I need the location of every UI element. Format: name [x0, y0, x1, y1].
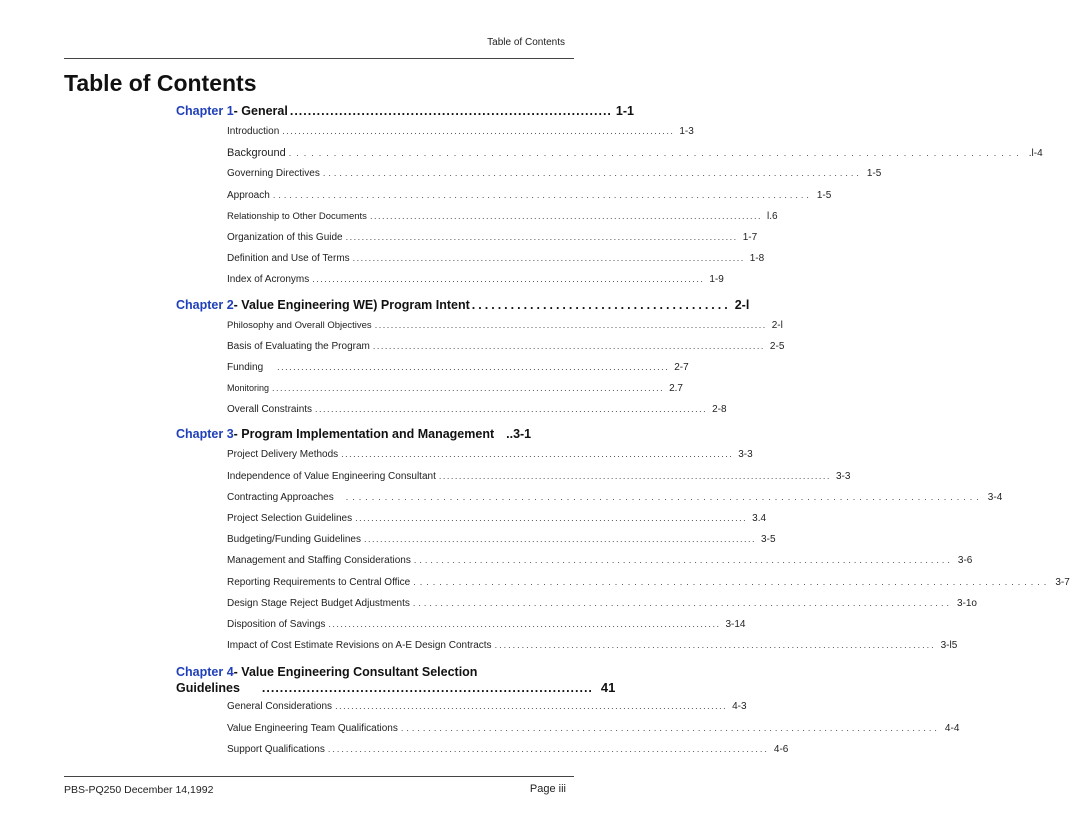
entry-title: Budgeting/Funding Guidelines [227, 534, 361, 546]
document-id: PBS-PQ250 December 14,1992 [64, 784, 214, 796]
entry-title: Impact of Cost Estimate Revisions on A-E Design Contracts [227, 640, 492, 652]
entry-page: 2.7 [669, 383, 683, 395]
entry-page: .l-4 [1028, 148, 1043, 160]
entry-page: 1-5 [866, 168, 882, 180]
entry-title: Monitoring [227, 383, 270, 394]
dot-leader: .................................................................................................. [345, 491, 983, 502]
toc-entry[interactable] [227, 534, 776, 555]
chapter-number: Chapter 2 [176, 297, 234, 312]
dot-leader: .................................................................................................. [355, 513, 748, 523]
entry-page: 3-1o [956, 597, 977, 609]
toc-entry[interactable] [227, 404, 727, 425]
page-number: Page iii [529, 783, 566, 795]
dot-leader: .................................................................................................. [322, 168, 862, 179]
entry-page: 4-3 [732, 701, 747, 713]
toc-entry[interactable] [227, 449, 753, 470]
dot-leader: .................................................................................................. [400, 722, 940, 733]
entry-title: Definition and Use of Terms [227, 253, 350, 265]
toc-entry[interactable] [227, 126, 694, 147]
toc-entry[interactable] [227, 361, 689, 383]
toc-entry[interactable] [227, 743, 789, 765]
toc-entry[interactable] [227, 555, 973, 576]
entry-title: Project Delivery Methods [227, 449, 339, 461]
chapter-4-line-2 [176, 680, 616, 697]
chapter-title: - General [233, 104, 288, 118]
entry-page: 3-l5 [940, 640, 958, 652]
chapter-title: - Value Engineering WE) Program Intent [233, 297, 470, 312]
entry-page: 2-8 [712, 404, 727, 416]
dot-leader: .................................................................................................. [413, 576, 1051, 587]
entry-page: 2-5 [769, 340, 785, 352]
header-rule [64, 58, 574, 59]
running-header: Table of Contents [487, 37, 565, 48]
toc-entry[interactable] [227, 576, 1070, 598]
dot-leader: .................................................................................................. [345, 231, 738, 242]
entry-title: Organization of this Guide [227, 231, 343, 243]
entry-title: Background [227, 147, 286, 160]
chapter-title: - Program Implementation and Management [233, 427, 495, 442]
entry-page: 3-3 [738, 449, 753, 461]
entry-title: General Considerations [227, 701, 333, 713]
entry-page: 1-7 [742, 231, 758, 243]
toc-entry[interactable] [227, 513, 767, 534]
chapter-page: 41 [600, 680, 616, 696]
entry-page: 4-4 [944, 722, 960, 734]
dot-leader: .................................................................................................. [341, 449, 734, 460]
chapter-page: 2-l [734, 297, 750, 312]
dot-leader: .................................................................................................. [315, 404, 708, 415]
dot-leader: .................................................................................................. [282, 126, 675, 136]
entry-title: Governing Directives [227, 168, 320, 180]
entry-title: Independence of Value Engineering Consultant [227, 470, 436, 482]
entry-page: 3-6 [957, 555, 973, 567]
toc-entry[interactable] [227, 340, 785, 362]
entry-title: Reporting Requirements to Central Office [227, 576, 411, 588]
dot-leader: .................................................................................................. [277, 361, 670, 372]
footer-rule [64, 776, 574, 777]
chapter-1-heading[interactable] [176, 104, 634, 126]
entry-title: Index of Acronyms [227, 274, 310, 286]
dot-leader: .................................................................................................. [369, 210, 762, 221]
dot-leader: ........................................................................ [289, 104, 612, 118]
entry-title: Basis of Evaluating the Program [227, 340, 370, 352]
chapter-title-continued: Guidelines [176, 681, 240, 696]
entry-title: Overall Constraints [227, 404, 313, 416]
dot-leader: .................................................................................................. [327, 743, 769, 754]
dot-leader: .................................................................................................. [438, 470, 831, 481]
toc-entry[interactable] [227, 701, 747, 722]
toc-entry[interactable] [227, 597, 977, 619]
entry-page: 3-7 [1055, 576, 1070, 588]
entry-title: Disposition of Savings [227, 618, 326, 630]
toc-entry[interactable] [227, 253, 765, 274]
entry-page: 3.4 [752, 513, 767, 524]
dot-leader: .................................................................................................. [494, 640, 936, 651]
toc-entry[interactable] [227, 722, 960, 744]
entry-page: 2-7 [674, 361, 689, 373]
entry-page: 1-5 [816, 189, 832, 201]
chapter-3-heading[interactable] [176, 427, 568, 449]
entry-title: Design Stage Reject Budget Adjustments [227, 597, 410, 609]
toc-entry[interactable] [227, 189, 832, 211]
toc-entry[interactable] [227, 210, 778, 232]
entry-title: Contracting Approaches [227, 491, 334, 503]
table-of-contents [176, 104, 1070, 765]
dot-leader: .................................................................................................. [272, 383, 665, 394]
entry-page: 3-14 [725, 618, 746, 630]
toc-entry[interactable] [227, 147, 1043, 168]
entry-title: Support Qualifications [227, 743, 325, 755]
dot-leader: .................................................................................................. [412, 597, 952, 608]
page-title: Table of Contents [64, 70, 257, 96]
dot-leader: .......................................................................... [261, 681, 593, 696]
toc-entry[interactable] [227, 319, 783, 341]
entry-title: Relationship to Other Documents [227, 210, 367, 222]
dot-leader: .................................................................................................. [312, 274, 705, 285]
dot-leader: .................................................................................................. [363, 534, 757, 545]
entry-page: 1-9 [709, 274, 724, 286]
chapter-4-heading[interactable] [176, 665, 616, 697]
chapter-page: ..3-1 [506, 427, 532, 442]
entry-page: 3-3 [835, 470, 851, 482]
entry-page: 3-4 [987, 491, 1003, 503]
toc-entry[interactable] [227, 168, 882, 189]
entry-title: Approach [227, 189, 270, 201]
chapter-title: - Value Engineering Consultant Selection [233, 665, 478, 680]
entry-page: 1-8 [749, 253, 765, 265]
chapter-number: Chapter 3 [176, 427, 234, 442]
entry-page: 4-6 [773, 743, 789, 755]
dot-leader: .................................................................................................. [272, 189, 812, 200]
entry-title: Philosophy and Overall Objectives [227, 319, 372, 331]
entry-title: Funding [227, 361, 264, 373]
entry-page: l.6 [767, 210, 778, 222]
dot-leader: .................................................................................................. [372, 340, 765, 351]
dot-leader: .................................................................................................. [413, 555, 953, 566]
entry-page: 2-l [771, 319, 783, 331]
entry-page: 1-3 [679, 126, 694, 137]
toc-entry[interactable] [227, 383, 683, 404]
dot-leader: .................................................................................................. [374, 319, 767, 330]
entry-title: Project Selection Guidelines [227, 513, 353, 524]
entry-title: Introduction [227, 126, 280, 137]
toc-entry[interactable] [227, 274, 724, 295]
toc-entry[interactable] [227, 491, 1003, 513]
entry-title: Management and Staffing Considerations [227, 555, 411, 567]
chapter-page: 1-1 [615, 104, 634, 118]
dot-leader: .................................................................................................. [328, 618, 721, 629]
entry-page: 3-5 [761, 534, 776, 546]
toc-entry[interactable] [227, 640, 958, 661]
dot-leader: .................................................................................................. [352, 253, 745, 264]
entry-title: Value Engineering Team Qualifications [227, 722, 398, 734]
chapter-number: Chapter 4 [176, 665, 234, 680]
dot-leader: .................................................................................................. [335, 701, 728, 712]
dot-leader: .................................................................................................. [288, 148, 1024, 159]
toc-entry[interactable] [227, 231, 758, 253]
chapter-number: Chapter 1 [176, 104, 234, 118]
toc-entry[interactable] [227, 470, 851, 492]
toc-entry[interactable] [227, 618, 746, 640]
dot-leader: ........................................ [471, 297, 731, 312]
chapter-2-heading[interactable] [176, 297, 750, 320]
chapter-4-line-1 [176, 665, 568, 680]
